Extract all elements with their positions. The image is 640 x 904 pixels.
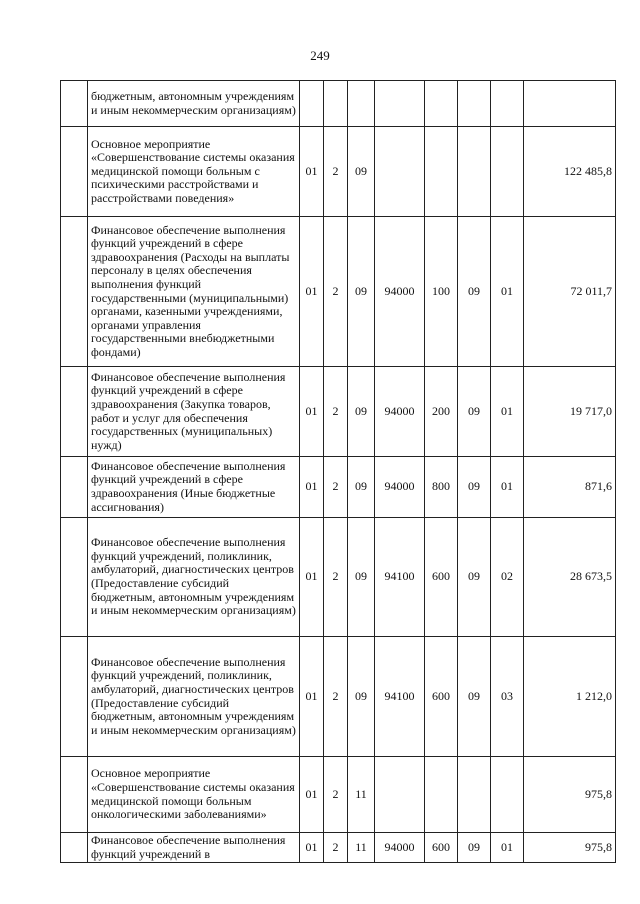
item-name: Финансовое обеспечение выполнения функций учреждений в сфере здравоохранения (Закупка товаров, работ и услуг для обеспечения государственных (муниципальных) нужд)	[88, 367, 300, 457]
code-cell	[375, 757, 425, 833]
code-cell: 09	[348, 127, 375, 217]
code-cell: 94000	[375, 217, 425, 367]
code-cell: 01	[491, 217, 524, 367]
amount-cell: 28 673,5	[524, 518, 616, 637]
code-cell: 01	[491, 367, 524, 457]
code-cell	[425, 81, 458, 127]
code-cell: 01	[300, 518, 324, 637]
row-number-cell	[61, 518, 88, 637]
code-cell	[425, 127, 458, 217]
amount-cell: 871,6	[524, 457, 616, 518]
code-cell: 09	[348, 518, 375, 637]
code-cell	[375, 127, 425, 217]
code-cell: 09	[458, 217, 491, 367]
code-cell: 01	[300, 833, 324, 863]
row-number-cell	[61, 757, 88, 833]
code-cell	[458, 757, 491, 833]
code-cell	[425, 757, 458, 833]
code-cell: 94100	[375, 637, 425, 757]
code-cell: 09	[458, 367, 491, 457]
table-row	[61, 81, 616, 127]
code-cell: 2	[324, 127, 348, 217]
table-row	[61, 637, 616, 757]
code-cell: 02	[491, 518, 524, 637]
item-name: бюджетным, автономным учреждениям и иным некоммерческим организациям)	[88, 81, 300, 127]
page-number: 249	[310, 48, 330, 63]
amount-cell: 72 011,7	[524, 217, 616, 367]
code-cell: 2	[324, 518, 348, 637]
table-row	[61, 127, 616, 217]
amount-cell: 975,8	[524, 833, 616, 863]
table-row	[61, 833, 616, 863]
code-cell: 11	[348, 833, 375, 863]
code-cell: 94000	[375, 457, 425, 518]
code-cell: 800	[425, 457, 458, 518]
code-cell: 09	[348, 367, 375, 457]
code-cell: 09	[458, 518, 491, 637]
row-number-cell	[61, 457, 88, 518]
code-cell: 01	[300, 367, 324, 457]
table-row	[61, 367, 616, 457]
code-cell: 600	[425, 833, 458, 863]
item-name: Основное мероприятие «Совершенствование системы оказания медицинской помощи больным с психическими расстройствами и расстройствами поведения»	[88, 127, 300, 217]
code-cell	[491, 81, 524, 127]
code-cell: 600	[425, 637, 458, 757]
code-cell: 200	[425, 367, 458, 457]
code-cell: 09	[348, 217, 375, 367]
code-cell: 2	[324, 833, 348, 863]
code-cell: 01	[491, 833, 524, 863]
code-cell: 03	[491, 637, 524, 757]
item-name: Финансовое обеспечение выполнения функций учреждений в	[88, 833, 300, 863]
code-cell: 09	[458, 833, 491, 863]
item-name: Финансовое обеспечение выполнения функций учреждений, поликлиник, амбулаторий, диагностических центров (Предоставление субсидий бюджетным, автономным учреждениям и иным некоммерческим организациям)	[88, 637, 300, 757]
code-cell: 09	[348, 637, 375, 757]
item-name: Финансовое обеспечение выполнения функций учреждений в сфере здравоохранения (Расходы на выплаты персоналу в целях обеспечения выполнения функций государственными (муниципальными) органами, казенными учреждениями, органами управления государственными внебюджетными фондами)	[88, 217, 300, 367]
code-cell: 01	[300, 217, 324, 367]
code-cell: 100	[425, 217, 458, 367]
amount-cell	[524, 81, 616, 127]
table-row	[61, 518, 616, 637]
code-cell: 01	[300, 757, 324, 833]
code-cell	[491, 757, 524, 833]
code-cell: 94100	[375, 518, 425, 637]
code-cell: 94000	[375, 367, 425, 457]
code-cell	[458, 81, 491, 127]
row-number-cell	[61, 833, 88, 863]
code-cell: 01	[300, 127, 324, 217]
code-cell: 2	[324, 457, 348, 518]
table-row	[61, 217, 616, 367]
amount-cell: 122 485,8	[524, 127, 616, 217]
code-cell	[491, 127, 524, 217]
code-cell	[300, 81, 324, 127]
code-cell: 09	[458, 637, 491, 757]
code-cell: 94000	[375, 833, 425, 863]
code-cell	[324, 81, 348, 127]
row-number-cell	[61, 367, 88, 457]
item-name: Основное мероприятие «Совершенствование системы оказания медицинской помощи больным онкологическими заболеваниями»	[88, 757, 300, 833]
code-cell: 2	[324, 757, 348, 833]
row-number-cell	[61, 637, 88, 757]
code-cell	[348, 81, 375, 127]
row-number-cell	[61, 217, 88, 367]
code-cell: 600	[425, 518, 458, 637]
amount-cell: 975,8	[524, 757, 616, 833]
amount-cell: 19 717,0	[524, 367, 616, 457]
code-cell: 2	[324, 367, 348, 457]
table-row	[61, 457, 616, 518]
code-cell: 01	[300, 457, 324, 518]
code-cell: 2	[324, 637, 348, 757]
table-row	[61, 757, 616, 833]
code-cell: 01	[491, 457, 524, 518]
code-cell	[375, 81, 425, 127]
code-cell: 09	[458, 457, 491, 518]
budget-table	[60, 80, 616, 863]
row-number-cell	[61, 127, 88, 217]
code-cell: 09	[348, 457, 375, 518]
code-cell: 01	[300, 637, 324, 757]
row-number-cell	[61, 81, 88, 127]
item-name: Финансовое обеспечение выполнения функций учреждений в сфере здравоохранения (Иные бюджетные ассигнования)	[88, 457, 300, 518]
item-name: Финансовое обеспечение выполнения функций учреждений, поликлиник, амбулаторий, диагностических центров (Предоставление субсидий бюджетным, автономным учреждениям и иным некоммерческим организациям)	[88, 518, 300, 637]
amount-cell: 1 212,0	[524, 637, 616, 757]
code-cell: 2	[324, 217, 348, 367]
code-cell	[458, 127, 491, 217]
code-cell: 11	[348, 757, 375, 833]
